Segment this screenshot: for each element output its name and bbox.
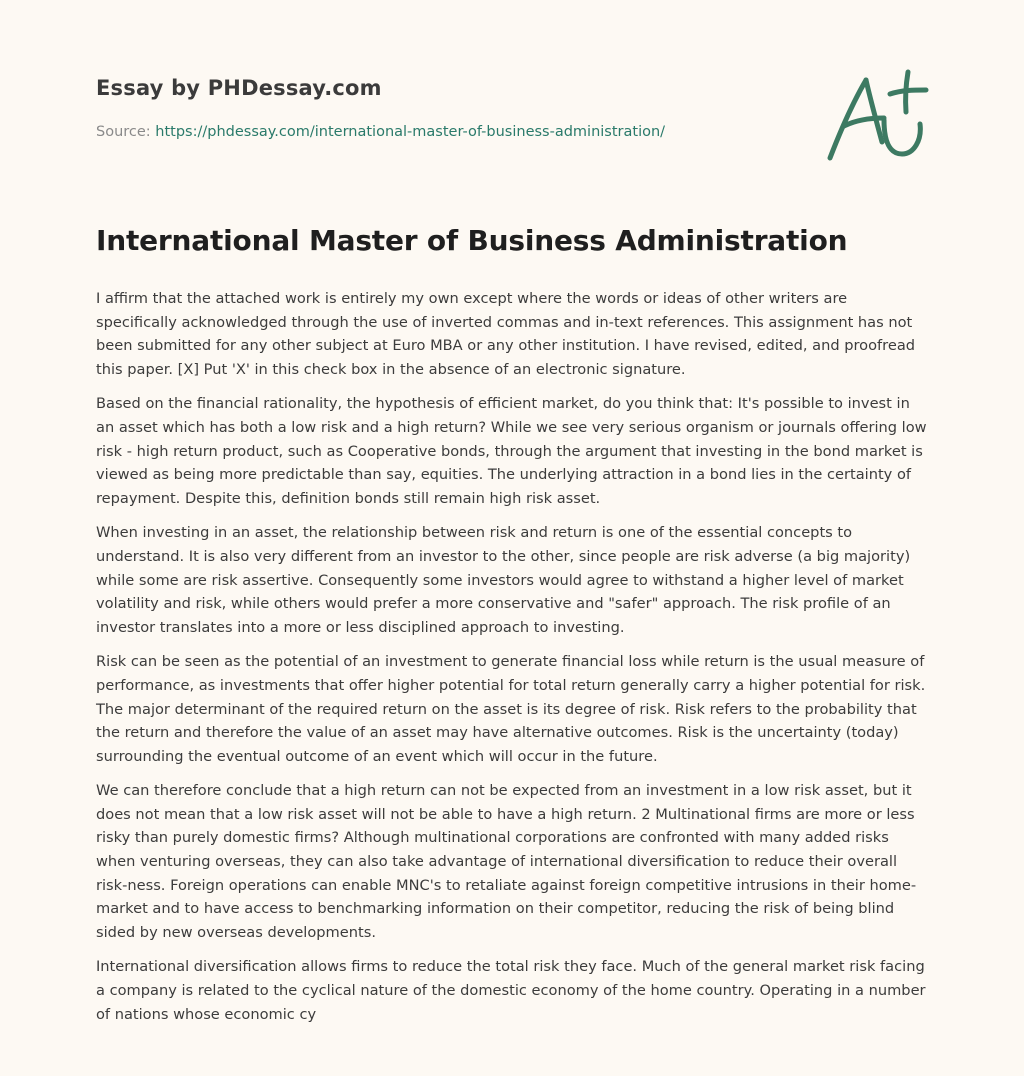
source-link[interactable]: https://phdessay.com/international-master-of-business-administration/ [155,124,666,140]
essay-paragraph: We can therefore conclude that a high return can not be expected from an investment in a low risk asset, but it does not mean that a low risk asset will not be able to have a high return. 2 Multinational firms are more or less risky than purely domestic firms? Although multinational corporations are confronted with many added risks when venturing overseas, they can also take advantage of international diversification to reduce their overall risk-ness. Foreign operations can enable MNC's to retaliate against foreign competitive intrusions in their home-market and to have access to benchmarking information on their competitor, reducing the risk of being blind sided by new overseas developments. [96,782,917,941]
essay-paragraph: Based on the financial rationality, the hypothesis of efficient market, do you think that: It's possible to invest in an asset which has both a low risk and a high return? While we see very serious organism or journals offering low risk - high return product, such as Cooperative bonds, through the argument that investing in the bond market is viewed as being more predictable than say, equities. The underlying attraction in a bond lies in the certainty of repayment. Despite this, definition bonds still remain high risk asset. [96,395,927,507]
essay-body [96,287,932,1037]
source-line [96,124,665,140]
site-brand: Essay by PHDessay.com [96,76,382,100]
essay-paragraph: Risk can be seen as the potential of an investment to generate financial loss while return is the usual measure of performance, as investments that offer higher potential for total return generally carry a higher potential for risk. The major determinant of the required return on the asset is its degree of risk. Risk refers to the probability that the return and therefore the value of an asset may have alternative outcomes. Risk is the uncertainty (today) surrounding the eventual outcome of an event which will occur in the future. [96,653,926,765]
source-label: Source: [96,124,151,140]
a-plus-grade-icon [826,68,930,164]
essay-paragraph: When investing in an asset, the relationship between risk and return is one of the essential concepts to understand. It is also very different from an investor to the other, since people are risk adverse (a big majority) while some are risk assertive. Consequently some investors would agree to withstand a higher level of market volatility and risk, while others would prefer a more conservative and "safer" approach. The risk profile of an investor translates into a more or less disciplined approach to investing. [96,524,911,636]
essay-paragraph: I affirm that the attached work is entirely my own except where the words or ideas of other writers are specifically acknowledged through the use of inverted commas and in-text references. This assignment has not been submitted for any other subject at Euro MBA or any other institution. I have revised, edited, and proofread this paper. [X] Put 'X' in this check box in the absence of an electronic signature. [96,290,916,378]
essay-paragraph: International diversification allows firms to reduce the total risk they face. Much of the general market risk facing a company is related to the cyclical nature of the domestic economy of the home country. Operating in a number of nations whose economic cy [96,958,926,1023]
essay-title: International Master of Business Administration [96,224,848,257]
